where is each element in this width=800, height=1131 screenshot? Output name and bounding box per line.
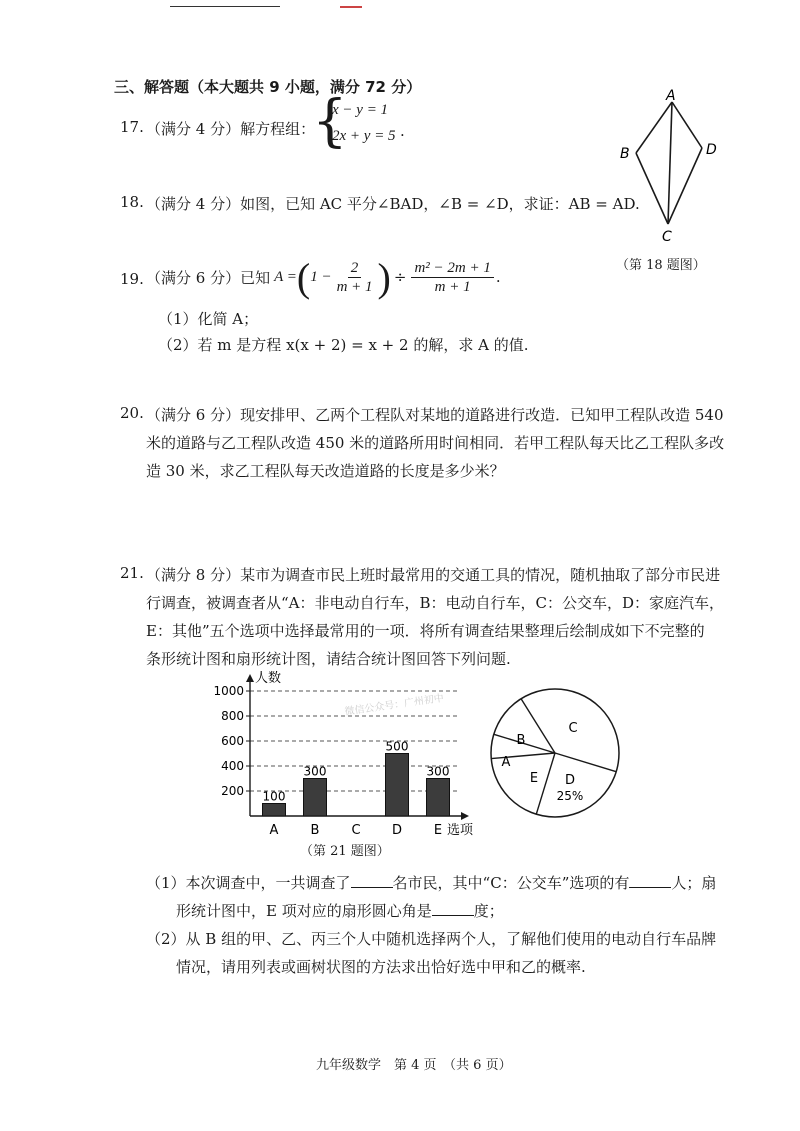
s1a: （1）本次调查中，一共调查了 (146, 874, 351, 892)
q19-formula (146, 252, 501, 302)
x-tick-label-C: C (351, 823, 361, 838)
watermark: 微信公众号：广州初中 (343, 693, 445, 718)
y-axis-label: 人数 (255, 671, 282, 686)
q21-number: 21. (120, 564, 144, 582)
x-tick-label-D: D (391, 823, 403, 838)
label-d: D (706, 142, 717, 158)
q17-dot: . (400, 122, 405, 140)
q20-line3: 造 30 米，求乙工程队每天改造道路的长度是多少米？ (146, 462, 505, 480)
q19-stem: （满分 6 分）已知 (146, 268, 271, 287)
bar-label-A: 100 (262, 789, 286, 804)
q19-frac2-den: m + 1 (434, 278, 471, 295)
s1d: 形统计图中，E 项对应的扇形圆心角是 (176, 902, 432, 920)
x-tick-label-B: B (310, 823, 320, 838)
pie-annotation-D: 25% (556, 789, 584, 803)
q21-line3: E：其他”五个选项中选择最常用的一项．将所有调查结果整理后绘制成如下不完整的 (146, 622, 705, 640)
edge-ac (668, 102, 672, 224)
q19-part1: （1）化简 A； (158, 310, 259, 328)
paren-open: ( (296, 254, 311, 300)
edge-bc (636, 153, 668, 224)
pie-chart (488, 686, 624, 822)
y-tick-label-400: 400 (221, 759, 244, 773)
pie-label-B: B (516, 733, 526, 748)
blank-c-count[interactable] (629, 873, 671, 888)
bar-E (427, 779, 450, 817)
label-a: A (666, 88, 676, 104)
q21-sub1-line1 (146, 872, 716, 893)
pie-label-E: E (529, 771, 539, 786)
q19-part2: （2）若 m 是方程 x(x + 2) = x + 2 的解，求 A 的值. (158, 336, 529, 354)
q19-lhs: A = (274, 268, 297, 285)
q21-line4: 条形统计图和扇形统计图，请结合统计图回答下列问题. (146, 650, 511, 668)
edge-ad (672, 102, 702, 148)
q21-line1: （满分 8 分）某市为调查市民上班时最常用的交通工具的情况，随机抽取了部分市民进 (146, 566, 721, 584)
x-tick-label-A: A (269, 823, 279, 838)
q19-frac1 (334, 259, 376, 296)
q21-sub2-line1: （2）从 B 组的甲、乙、丙三个人中随机选择两个人，了解他们使用的电动自行车品牌 (146, 930, 717, 948)
q17-eq1: x − y = 1 (332, 102, 389, 118)
paren-close: ) (377, 254, 391, 300)
q21-sub2-line2: 情况，请用列表或画树状图的方法求出恰好选中甲和乙的概率. (176, 958, 586, 976)
q17-number: 17. (120, 118, 144, 136)
q20-number: 20. (120, 404, 144, 422)
y-axis-arrow (246, 674, 254, 682)
y-tick-label-800: 800 (221, 709, 244, 723)
label-b: B (620, 146, 630, 162)
q19-end: . (495, 268, 501, 286)
y-tick-label-1000: 1000 (213, 684, 244, 698)
bar-label-E: 300 (426, 764, 450, 779)
q20-line1: （满分 6 分）现安排甲、乙两个工程队对某地的道路进行改造．已知甲工程队改造 540 (146, 406, 724, 424)
q17-eq2: 2x + y = 5 (332, 128, 396, 144)
pie-label-C: C (568, 721, 578, 736)
q21-figure-caption: （第 21 题图） (300, 844, 390, 859)
q17-stem: （满分 4 分）解方程组： (146, 120, 316, 138)
bar-label-D: 500 (385, 739, 409, 754)
x-tick-label-E: E (433, 823, 443, 838)
top-remnant (170, 0, 280, 7)
edge-ab (636, 102, 672, 153)
q19-frac2-num: m² − 2m + 1 (411, 259, 493, 278)
q19-number: 19. (120, 270, 144, 288)
q18-figure (610, 88, 730, 248)
q21-line2: 行调查，被调查者从“A：非电动自行车，B：电动自行车，C：公交车，D：家庭汽车， (146, 594, 725, 612)
s1c: 人；扇 (671, 874, 717, 892)
page-footer: 九年级数学 第 4 页 （共 6 页） (316, 1058, 512, 1073)
label-c: C (662, 229, 672, 245)
y-tick-label-200: 200 (221, 784, 244, 798)
s1b: 名市民，其中“C：公交车”选项的有 (392, 874, 630, 892)
bar-B (304, 779, 327, 817)
top-remnant-stamp (340, 0, 362, 8)
edge-dc (668, 148, 702, 224)
q20-line2: 米的道路与乙工程队改造 450 米的道路所用时间相同．若甲工程队每天比乙工程队多改 (146, 434, 725, 452)
blank-e-angle[interactable] (432, 901, 474, 916)
bar-D (386, 754, 409, 817)
blank-total[interactable] (351, 873, 393, 888)
s1e: 度； (473, 902, 504, 920)
q19-one: 1 − (310, 268, 332, 285)
q19-frac1-den: m + 1 (336, 278, 373, 295)
x-axis-label: 选项 (447, 823, 474, 838)
x-axis-arrow (461, 812, 469, 820)
bar-A (263, 804, 286, 817)
y-tick-label-600: 600 (221, 734, 244, 748)
pie-label-D: D (564, 773, 576, 788)
q18-number: 18. (120, 193, 144, 211)
pie-label-A: A (501, 755, 511, 770)
q19-frac1-num: 2 (348, 259, 362, 278)
q19-div: ÷ (393, 268, 407, 286)
section-title: 三、解答题（本大题共 9 小题，满分 72 分） (114, 78, 422, 96)
q21-sub1-line2 (176, 900, 504, 921)
q18-figure-caption: （第 18 题图） (616, 258, 706, 273)
q19-frac2 (411, 259, 493, 296)
brace: { (312, 89, 348, 154)
bar-label-B: 300 (303, 764, 327, 779)
q18-text: （满分 4 分）如图，已知 AC 平分∠BAD，∠B = ∠D，求证：AB = AD. (146, 195, 640, 213)
